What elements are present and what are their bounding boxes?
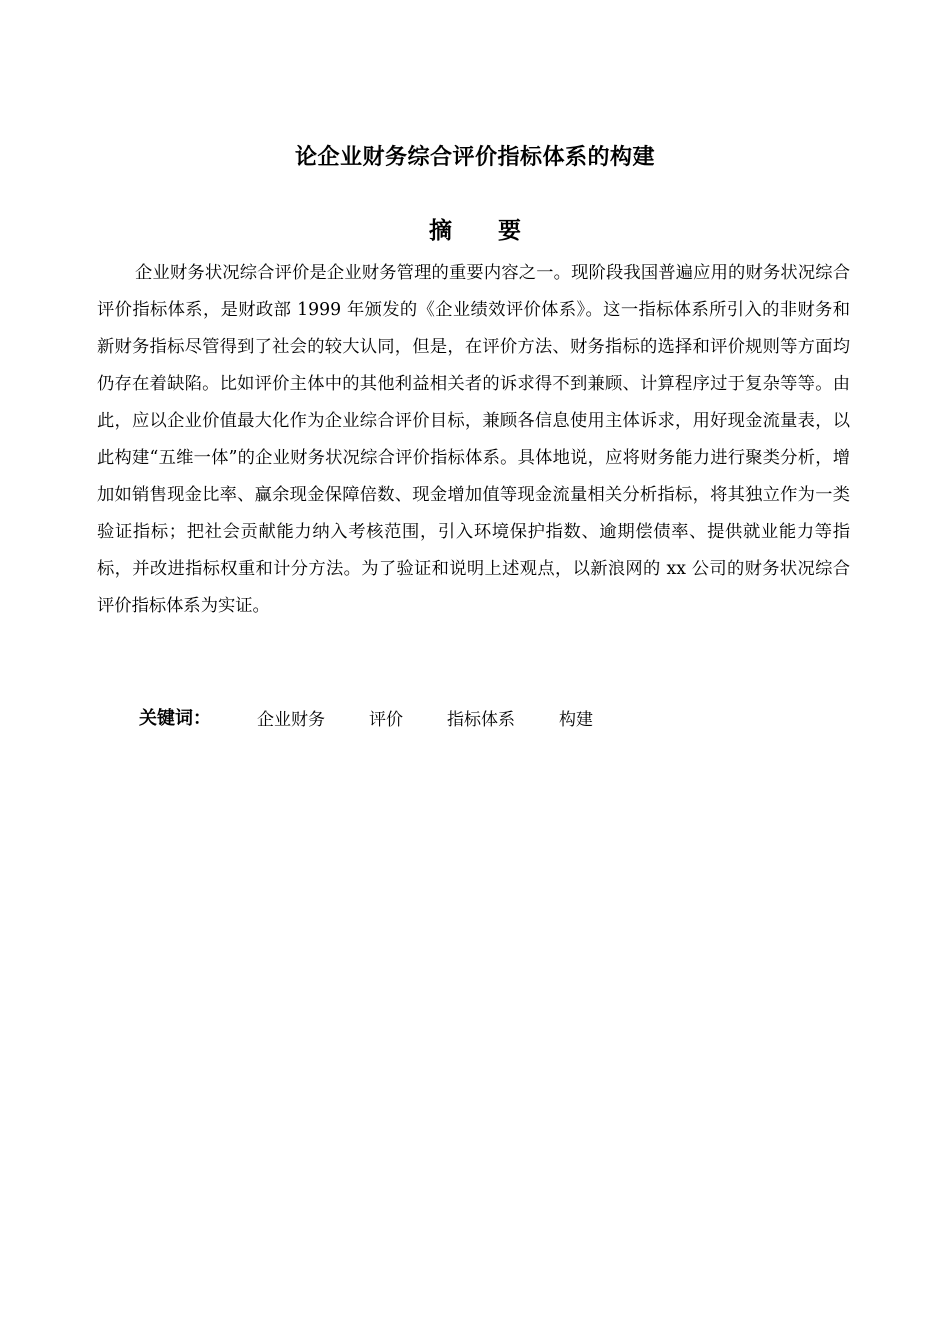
abstract-heading-char-2: 要 — [498, 218, 521, 244]
keywords-label: 关键词： — [139, 708, 211, 729]
abstract-paragraph: 企业财务状况综合评价是企业财务管理的重要内容之一。现阶段我国普遍应用的财务状况综合评价指标体系，是财政部 1999 年颁发的《企业绩效评价体系》。这一指标体系所引入的非财务和新财务指标尽管得到了社会的较大认同，但是，在评价方法、财务指标的选择和评价规则等方面均仍存在着缺陷。比如评价主体中的其他利益相关者的诉求得不到兼顾、计算程序过于复杂等等。由此，应以企业价值最大化作为企业综合评价目标，兼顾各信息使用主体诉求，用好现金流量表，以此构建“五维一体”的企业财务状况综合评价指标体系。具体地说，应将财务能力进行聚类分析，增加如销售现金比率、赢余现金保障倍数、现金增加值等现金流量相关分析指标，将其独立作为一类验证指标；把社会贡献能力纳入考核范围，引入环境保护指数、逾期偿债率、提供就业能力等指标，并改进指标权重和计分方法。为了验证和说明上述观点，以新浪网的 xx 公司的财务状况综合评价指标体系为实证。 — [97, 263, 850, 616]
abstract-heading-char-1: 摘 — [429, 218, 452, 244]
keyword-item: 企业财务 — [257, 709, 325, 730]
keyword-item: 评价 — [369, 709, 403, 730]
keyword-item: 指标体系 — [447, 709, 515, 730]
abstract-heading — [0, 214, 950, 248]
keyword-item: 构建 — [559, 709, 593, 730]
keywords-line — [139, 700, 637, 734]
document-title: 论企业财务综合评价指标体系的构建 — [294, 145, 655, 170]
